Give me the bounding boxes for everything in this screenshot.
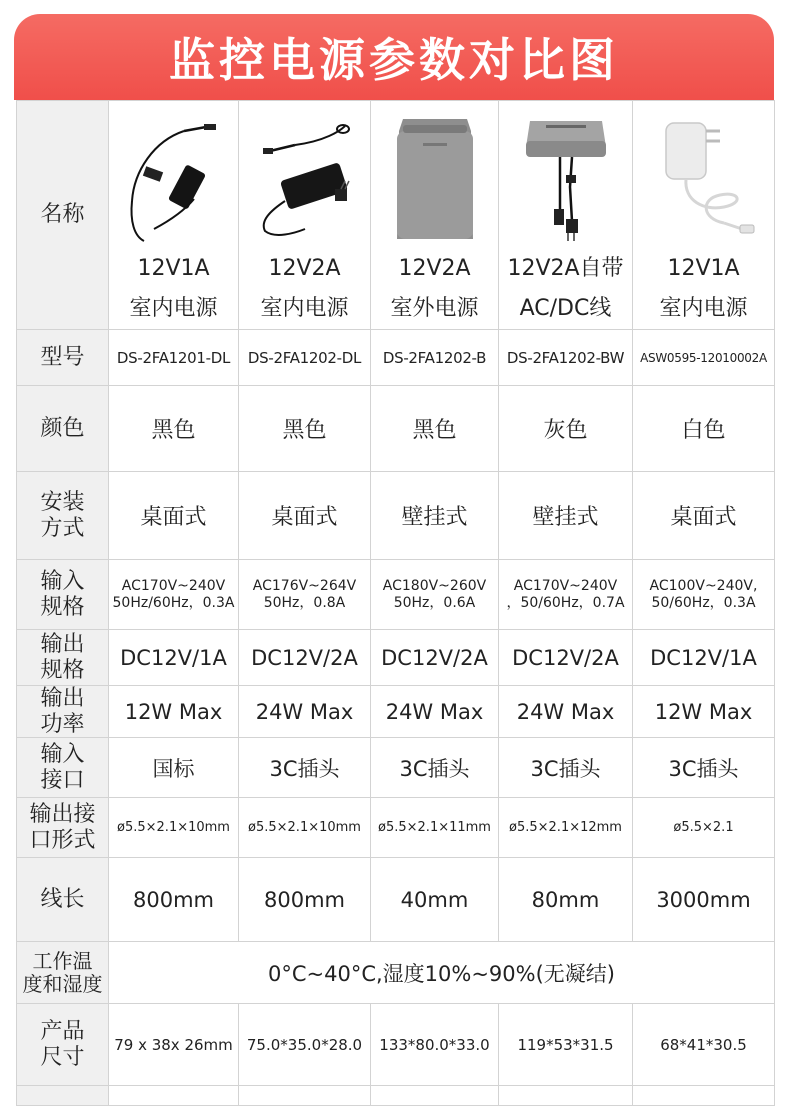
product-1-name-line2: 室内电源 <box>129 296 218 321</box>
row-install <box>17 472 775 560</box>
white-wall-adapter-icon <box>644 111 764 243</box>
product-1-model: DS-2FA1201-DL <box>109 330 239 386</box>
product-4-name-line2: AC/DC线 <box>519 296 612 321</box>
product-5-install: 桌面式 <box>633 472 775 560</box>
product-2-port-in: 3C插头 <box>239 738 371 798</box>
row-input-port <box>17 738 775 798</box>
black-wall-adapter-icon <box>114 111 234 243</box>
product-5-model: ASW0595-12010002A <box>633 330 775 386</box>
label-install: 安装 方式 <box>17 472 109 560</box>
partial-cell-3 <box>371 1086 499 1106</box>
product-4-install: 壁挂式 <box>499 472 633 560</box>
row-color <box>17 386 775 472</box>
partial-cell-4 <box>499 1086 633 1106</box>
product-4-name <box>499 101 633 330</box>
product-3-model: DS-2FA1202-B <box>371 330 499 386</box>
label-input-port: 输入 接口 <box>17 738 109 798</box>
env-value: 0°C~40°C,湿度10%~90%(无凝结) <box>109 942 775 1004</box>
row-output-port <box>17 798 775 858</box>
product-5-length: 3000mm <box>633 858 775 942</box>
comparison-table-wrap <box>16 100 774 1106</box>
product-1-port-in: 国标 <box>109 738 239 798</box>
black-desktop-adapter-icon <box>245 111 365 243</box>
page-title: 监控电源参数对比图 <box>169 33 619 87</box>
gray-wall-box-icon <box>506 111 626 243</box>
label-env: 工作温 度和湿度 <box>17 942 109 1004</box>
product-2-name-line1: 12V2A <box>268 256 341 281</box>
product-3-input-line2: 50Hz，0.6A <box>393 594 476 611</box>
partial-cell-5 <box>633 1086 775 1106</box>
product-2-output: DC12V/2A <box>239 630 371 686</box>
product-5-name-line2: 室内电源 <box>659 296 748 321</box>
product-1-length: 800mm <box>109 858 239 942</box>
product-2-name <box>239 101 371 330</box>
label-cable-length: 线长 <box>17 858 109 942</box>
row-output-power <box>17 686 775 738</box>
product-4-output: DC12V/2A <box>499 630 633 686</box>
product-1-input-line2: 50Hz/60Hz，0.3A <box>112 594 235 611</box>
product-4-length: 80mm <box>499 858 633 942</box>
product-1-install: 桌面式 <box>109 472 239 560</box>
label-partial <box>17 1086 109 1106</box>
product-1-input <box>109 560 239 630</box>
product-4-input <box>499 560 633 630</box>
product-2-port-out: ø5.5×2.1×10mm <box>239 798 371 858</box>
product-4-port-out: ø5.5×2.1×12mm <box>499 798 633 858</box>
product-5-name <box>633 101 775 330</box>
row-input-spec <box>17 560 775 630</box>
product-5-input <box>633 560 775 630</box>
product-4-input-line1: AC170V~240V <box>513 577 618 594</box>
label-name: 名称 <box>17 101 109 330</box>
product-1-size: 79 x 38x 26mm <box>109 1004 239 1086</box>
product-3-install: 壁挂式 <box>371 472 499 560</box>
product-5-power: 12W Max <box>633 686 775 738</box>
product-1-input-line1: AC170V~240V <box>121 577 226 594</box>
product-2-input <box>239 560 371 630</box>
product-5-output: DC12V/1A <box>633 630 775 686</box>
product-1-color: 黑色 <box>109 386 239 472</box>
product-3-color: 黑色 <box>371 386 499 472</box>
label-color: 颜色 <box>17 386 109 472</box>
product-5-name-line1: 12V1A <box>667 256 740 281</box>
product-4-input-line2: ，50/60Hz，0.7A <box>506 594 625 611</box>
product-4-model: DS-2FA1202-BW <box>499 330 633 386</box>
row-partial <box>17 1086 775 1106</box>
product-1-name-line1: 12V1A <box>137 256 210 281</box>
product-3-power: 24W Max <box>371 686 499 738</box>
product-3-name <box>371 101 499 330</box>
product-1-output: DC12V/1A <box>109 630 239 686</box>
product-2-install: 桌面式 <box>239 472 371 560</box>
product-2-color: 黑色 <box>239 386 371 472</box>
product-3-input-line1: AC180V~260V <box>382 577 487 594</box>
row-env <box>17 942 775 1004</box>
product-2-name-line2: 室内电源 <box>260 296 349 321</box>
product-3-name-line2: 室外电源 <box>390 296 479 321</box>
label-output-spec: 输出 规格 <box>17 630 109 686</box>
product-3-output: DC12V/2A <box>371 630 499 686</box>
product-3-port-out: ø5.5×2.1×11mm <box>371 798 499 858</box>
product-5-input-line2: 50/60Hz，0.3A <box>651 594 756 611</box>
product-5-port-in: 3C插头 <box>633 738 775 798</box>
product-4-port-in: 3C插头 <box>499 738 633 798</box>
product-3-size: 133*80.0*33.0 <box>371 1004 499 1086</box>
row-size <box>17 1004 775 1086</box>
label-model: 型号 <box>17 330 109 386</box>
label-output-port: 输出接 口形式 <box>17 798 109 858</box>
partial-cell-1 <box>109 1086 239 1106</box>
title-banner <box>14 14 774 100</box>
product-1-port-out: ø5.5×2.1×10mm <box>109 798 239 858</box>
product-4-name-line1: 12V2A自带 <box>507 256 624 281</box>
row-output-spec <box>17 630 775 686</box>
product-4-color: 灰色 <box>499 386 633 472</box>
partial-cell-2 <box>239 1086 371 1106</box>
product-3-port-in: 3C插头 <box>371 738 499 798</box>
product-2-input-line2: 50Hz，0.8A <box>263 594 346 611</box>
product-2-length: 800mm <box>239 858 371 942</box>
row-cable-length <box>17 858 775 942</box>
product-5-color: 白色 <box>633 386 775 472</box>
label-output-power: 输出 功率 <box>17 686 109 738</box>
gray-outdoor-box-icon <box>375 111 495 243</box>
product-2-power: 24W Max <box>239 686 371 738</box>
product-5-size: 68*41*30.5 <box>633 1004 775 1086</box>
comparison-table <box>16 100 775 1106</box>
product-5-input-line1: AC100V~240V, <box>649 577 758 594</box>
label-input-spec: 输入 规格 <box>17 560 109 630</box>
row-name <box>17 101 775 330</box>
product-3-name-line1: 12V2A <box>398 256 471 281</box>
label-size: 产品 尺寸 <box>17 1004 109 1086</box>
product-4-power: 24W Max <box>499 686 633 738</box>
product-2-model: DS-2FA1202-DL <box>239 330 371 386</box>
product-1-name <box>109 101 239 330</box>
product-3-input <box>371 560 499 630</box>
product-1-power: 12W Max <box>109 686 239 738</box>
product-2-input-line1: AC176V~264V <box>252 577 357 594</box>
product-3-length: 40mm <box>371 858 499 942</box>
product-4-size: 119*53*31.5 <box>499 1004 633 1086</box>
row-model <box>17 330 775 386</box>
product-5-port-out: ø5.5×2.1 <box>633 798 775 858</box>
product-2-size: 75.0*35.0*28.0 <box>239 1004 371 1086</box>
